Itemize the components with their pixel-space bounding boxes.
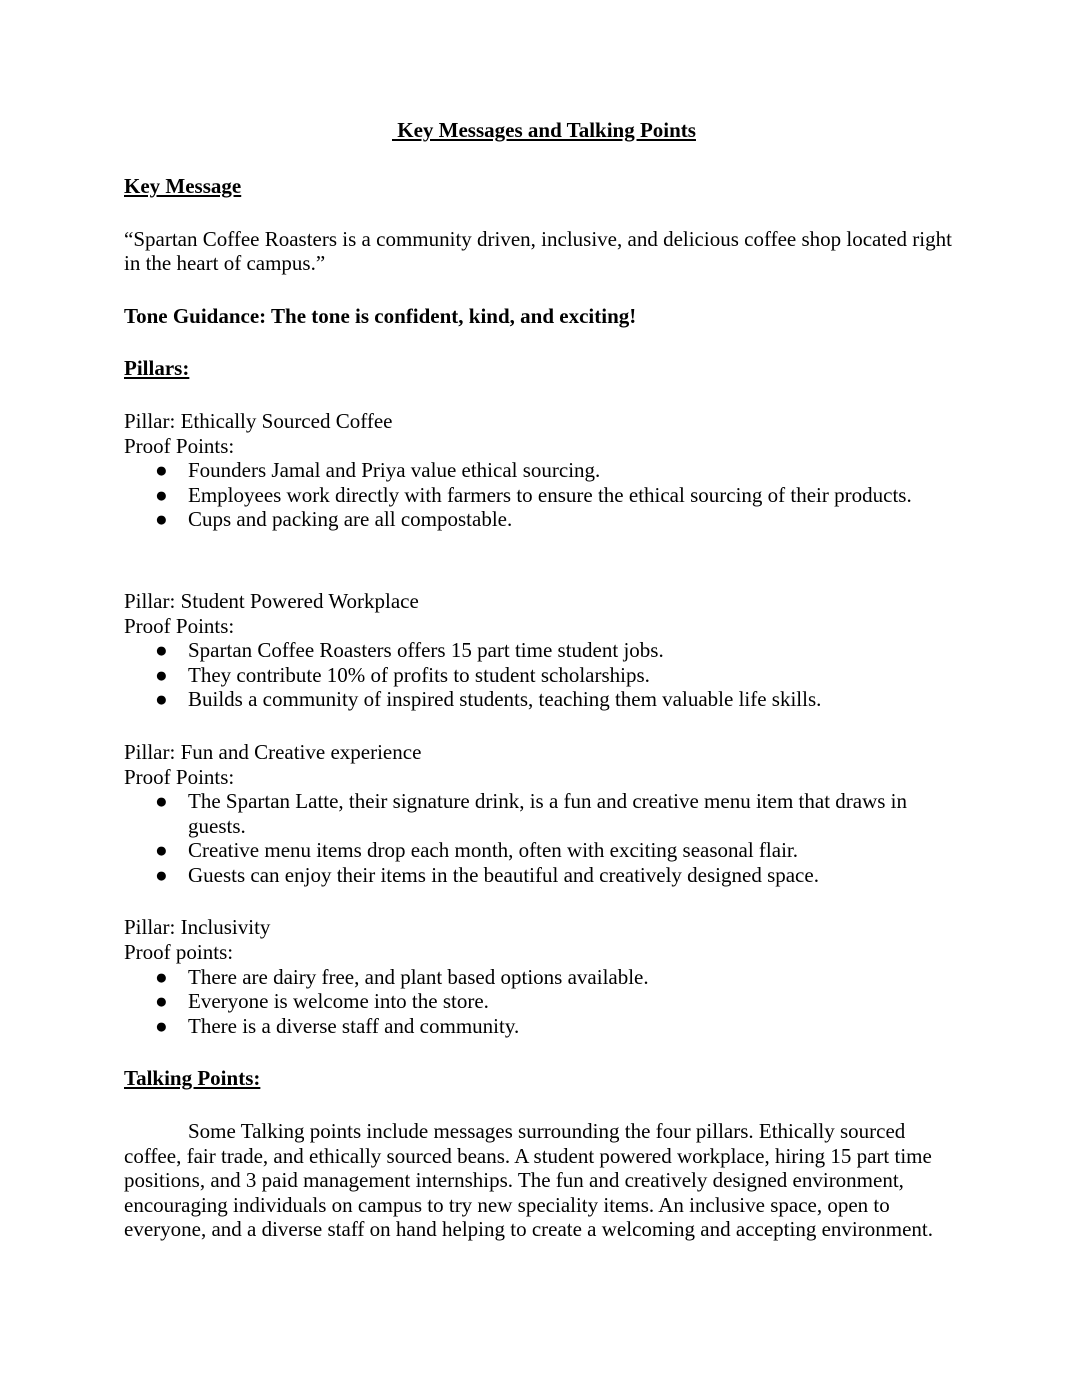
- proof-points-label: Proof Points:: [124, 433, 235, 458]
- pillar-title: Pillar: Student Powered Workplace: [124, 588, 419, 613]
- list-item: ● Builds a community of inspired students, teaching them valuable life skills.: [155, 687, 822, 712]
- list-item: ● Guests can enjoy their items in the beautiful and creatively designed space.: [155, 862, 819, 887]
- bullet-icon: ●: [155, 989, 168, 1014]
- proof-points-list: [124, 638, 964, 712]
- bullet-icon: ●: [155, 687, 168, 712]
- list-item: ● The Spartan Latte, their signature drink, is a fun and creative menu item that draws in guests.: [155, 789, 908, 838]
- list-item: ● Creative menu items drop each month, often with exciting seasonal flair.: [155, 838, 798, 863]
- talking-points-text: Some Talking points include messages surrounding the four pillars. Ethically sourced coffee, fair trade, and ethically sourced beans. A student powered workplace, hiring 15 part time positions, and 3 paid management internships. The fun and creatively designed environment, encouraging individuals on campus to try new speciality items. An inclusive space, open to everyone, and a diverse staff on hand helping to create a welcoming and accepting environment.: [124, 1119, 933, 1242]
- pillar-section: [124, 740, 964, 888]
- pillar-section: [124, 589, 964, 712]
- bullet-icon: ●: [155, 482, 168, 507]
- proof-points-label: Proof Points:: [124, 613, 235, 638]
- list-item: ● Employees work directly with farmers to ensure the ethical sourcing of their products.: [155, 482, 912, 507]
- talking-points-heading: Talking Points:: [124, 1066, 261, 1091]
- proof-points-list: [124, 789, 964, 887]
- bullet-icon: ●: [155, 838, 168, 863]
- bullet-icon: ●: [155, 638, 168, 663]
- key-message-heading: Key Message: [124, 174, 242, 198]
- proof-points-label: Proof Points:: [124, 764, 235, 789]
- pillar-section: [124, 409, 964, 532]
- pillar-title: Pillar: Inclusivity: [124, 915, 271, 940]
- list-item: ● Founders Jamal and Priya value ethical sourcing.: [155, 458, 601, 483]
- proof-points-label: Proof points:: [124, 940, 234, 965]
- document-title: Key Messages and Talking Points: [392, 118, 696, 142]
- bullet-icon: ●: [155, 789, 168, 814]
- bullet-icon: ●: [155, 458, 168, 483]
- list-item: ● Spartan Coffee Roasters offers 15 part time student jobs.: [155, 638, 664, 663]
- pillar-title: Pillar: Ethically Sourced Coffee: [124, 408, 393, 433]
- list-item: ● Cups and packing are all compostable.: [155, 507, 513, 532]
- list-item: ● There are dairy free, and plant based options available.: [155, 964, 649, 989]
- document-page: [124, 118, 964, 1242]
- bullet-icon: ●: [155, 964, 168, 989]
- bullet-icon: ●: [155, 862, 168, 887]
- list-item: ● They contribute 10% of profits to student scholarships.: [155, 662, 650, 687]
- proof-points-list: [124, 965, 964, 1039]
- list-item: ● Everyone is welcome into the store.: [155, 989, 489, 1014]
- pillars-heading: Pillars:: [124, 356, 190, 381]
- bullet-icon: ●: [155, 1013, 168, 1038]
- pillar-section: [124, 915, 964, 1038]
- bullet-icon: ●: [155, 507, 168, 532]
- bullet-icon: ●: [155, 662, 168, 687]
- key-message-text: “Spartan Coffee Roasters is a community driven, inclusive, and delicious coffee shop located right in the heart of campus.”: [124, 226, 952, 276]
- proof-points-list: [124, 458, 964, 532]
- list-item: ● There is a diverse staff and community.: [155, 1013, 520, 1038]
- pillar-title: Pillar: Fun and Creative experience: [124, 739, 422, 764]
- tone-guidance: Tone Guidance: The tone is confident, kind, and exciting!: [124, 303, 637, 328]
